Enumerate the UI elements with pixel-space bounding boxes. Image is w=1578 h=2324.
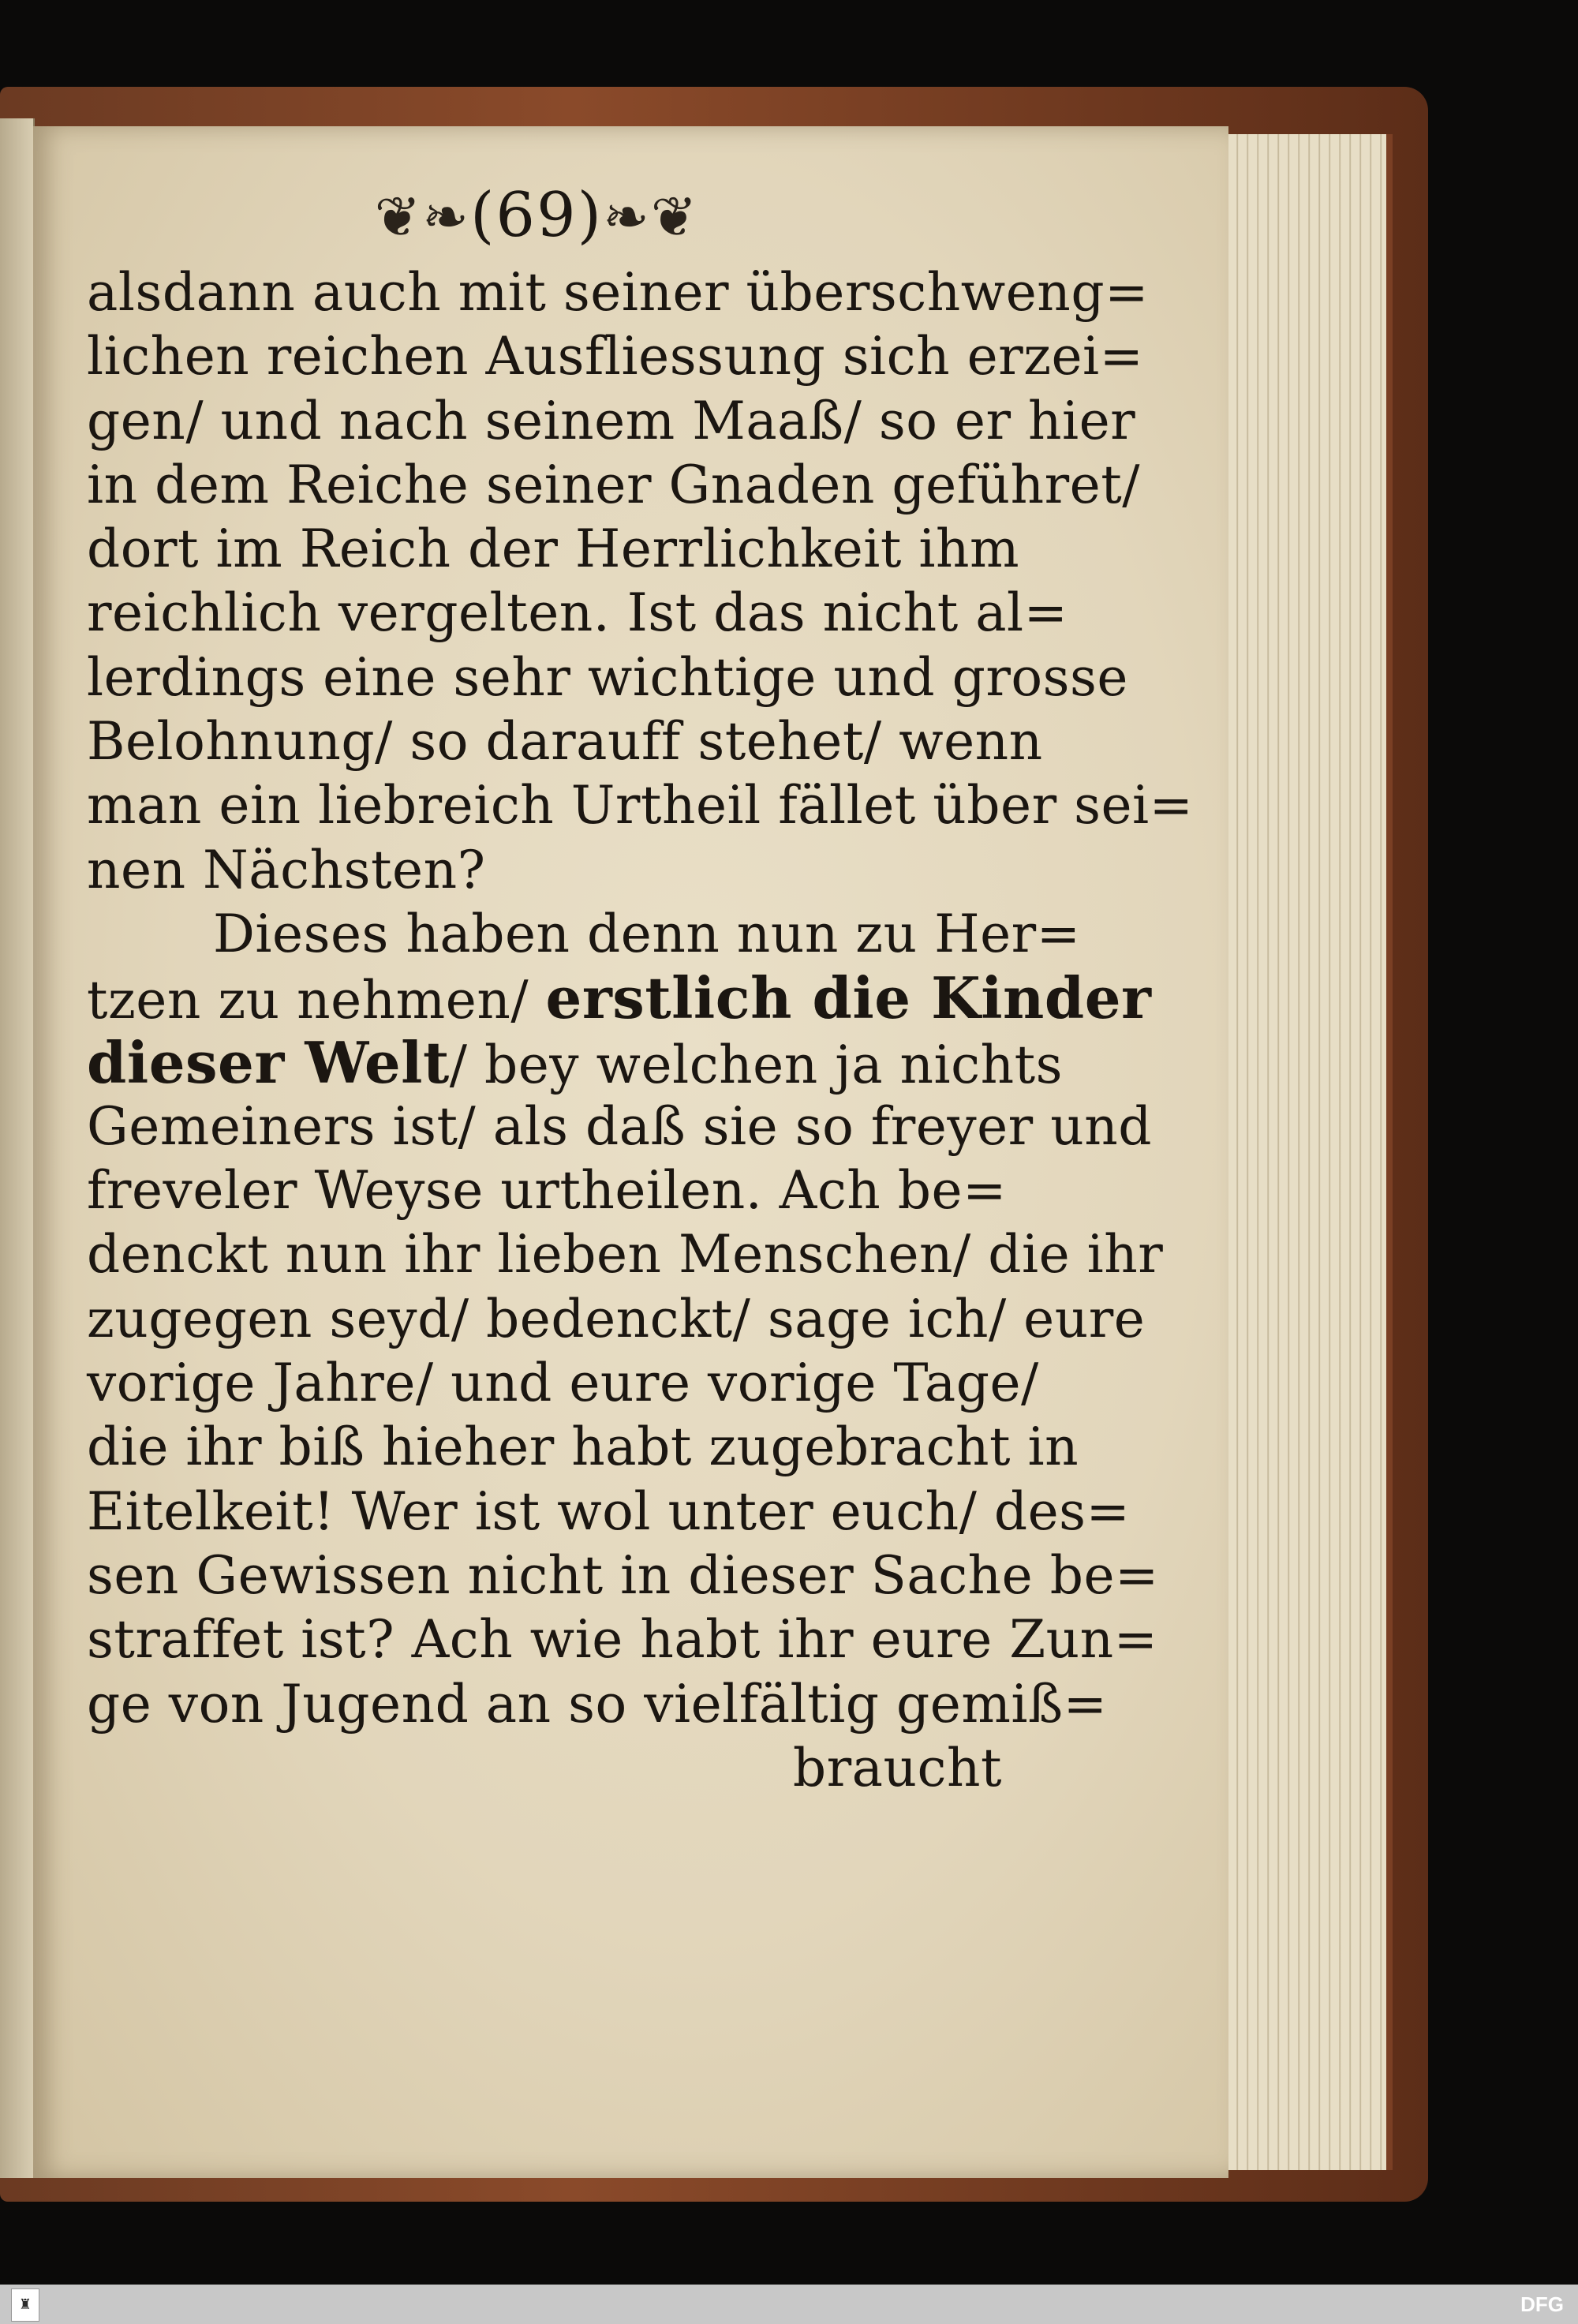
text-line: Belohnung/ so darauff stehet/ wenn: [87, 711, 1043, 773]
text-line: man ein liebreich Urtheil fället über sei=: [87, 775, 1194, 836]
text-line: ge von Jugend an so vielfältig gemiß=: [87, 1673, 1108, 1735]
text-line: reichlich vergelten. Ist das nicht al=: [87, 582, 1068, 644]
text-line: freveler Weyse urtheilen. Ach be=: [87, 1160, 1007, 1222]
text-line: straffet ist? Ach wie habt ihr eure Zun=: [87, 1609, 1158, 1671]
page-fore-edge: [1228, 134, 1393, 2170]
ornament-left-icon: ❦❧: [374, 185, 470, 249]
text-span: tzen zu nehmen/: [87, 970, 546, 1031]
dfg-logo: DFG: [1520, 2292, 1564, 2316]
text-span: / bey welchen ja nichts: [449, 1034, 1064, 1095]
text-line: gen/ und nach seinem Maaß/ so er hier: [87, 390, 1136, 451]
text-line: denckt nun ihr lieben Menschen/ die ihr: [87, 1224, 1164, 1285]
library-logo-icon: ♜: [11, 2288, 39, 2322]
text-line: lerdings eine sehr wichtige und grosse: [87, 646, 1128, 708]
text-line: in dem Reiche seiner Gnaden geführet/: [87, 454, 1140, 515]
left-page-edge: [0, 118, 35, 2178]
text-line: nen Nächsten?: [87, 839, 486, 900]
emphasis-text: erstlich die Kinder: [545, 964, 1152, 1032]
text-line: zugegen seyd/ bedenckt/ sage ich/ eure: [87, 1288, 1146, 1349]
emphasis-text: dieser Welt: [87, 1028, 450, 1096]
page-number: (69): [469, 180, 604, 251]
text-line: die ihr biß hieher habt zugebracht in: [87, 1416, 1079, 1478]
text-line: Eitelkeit! Wer ist wol unter euch/ des=: [87, 1480, 1131, 1542]
text-line: lichen reichen Ausfliessung sich erzei=: [87, 326, 1144, 387]
text-line: Gemeiners ist/ als daß sie so freyer und: [87, 1095, 1152, 1157]
ornament-right-icon: ❧❦: [603, 185, 699, 249]
text-line: [87, 964, 1152, 1032]
text-line: vorige Jahre/ und eure vorige Tage/: [87, 1353, 1039, 1414]
text-line: alsdann auch mit seiner überschweng=: [87, 262, 1149, 323]
text-line: dort im Reich der Herrlichkeit ihm: [87, 518, 1020, 580]
page-text: [87, 260, 1194, 1800]
viewer-footer-bar: [0, 2285, 1578, 2324]
text-line: sen Gewissen nicht in dieser Sache be=: [87, 1544, 1159, 1606]
page-header: [371, 180, 702, 267]
catchword: braucht: [792, 1737, 1002, 1798]
text-line: Dieses haben denn nun zu Her=: [213, 903, 1081, 964]
text-line: [87, 1028, 1064, 1096]
